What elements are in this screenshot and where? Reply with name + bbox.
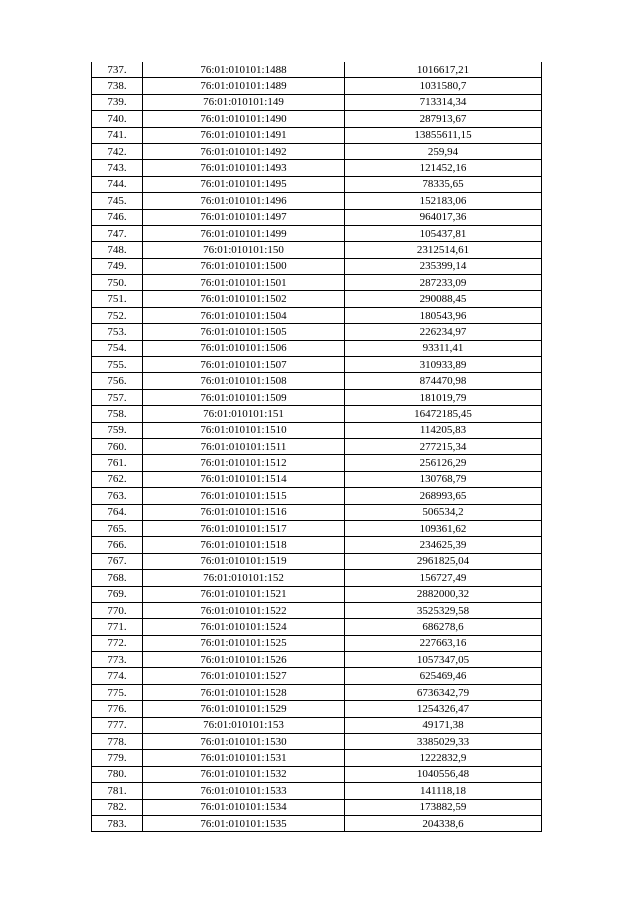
cadastral-number-cell: 76:01:010101:1533 bbox=[143, 783, 345, 799]
cadastral-number-cell: 76:01:010101:1518 bbox=[143, 537, 345, 553]
table-row bbox=[92, 602, 542, 618]
row-number-cell: 763. bbox=[92, 488, 143, 504]
cadastral-number-cell: 76:01:010101:1497 bbox=[143, 209, 345, 225]
cadastral-number-cell: 76:01:010101:1496 bbox=[143, 193, 345, 209]
table-row bbox=[92, 242, 542, 258]
cadastral-number-cell: 76:01:010101:1500 bbox=[143, 258, 345, 274]
table-row bbox=[92, 504, 542, 520]
cadastral-number-cell: 76:01:010101:1505 bbox=[143, 324, 345, 340]
table-row bbox=[92, 520, 542, 536]
value-cell: 268993,65 bbox=[345, 488, 542, 504]
value-cell: 78335,65 bbox=[345, 176, 542, 192]
value-cell: 874470,98 bbox=[345, 373, 542, 389]
value-cell: 686278,6 bbox=[345, 619, 542, 635]
value-cell: 6736342,79 bbox=[345, 684, 542, 700]
table-row bbox=[92, 619, 542, 635]
row-number-cell: 775. bbox=[92, 684, 143, 700]
value-cell: 49171,38 bbox=[345, 717, 542, 733]
table-row bbox=[92, 586, 542, 602]
value-cell: 625469,46 bbox=[345, 668, 542, 684]
value-cell: 114205,83 bbox=[345, 422, 542, 438]
table-row bbox=[92, 438, 542, 454]
cadastral-number-cell: 76:01:010101:1489 bbox=[143, 78, 345, 94]
row-number-cell: 757. bbox=[92, 389, 143, 405]
cadastral-number-cell: 76:01:010101:152 bbox=[143, 570, 345, 586]
table-row bbox=[92, 78, 542, 94]
cadastral-number-cell: 76:01:010101:1492 bbox=[143, 143, 345, 159]
row-number-cell: 749. bbox=[92, 258, 143, 274]
value-cell: 13855611,15 bbox=[345, 127, 542, 143]
row-number-cell: 778. bbox=[92, 734, 143, 750]
value-cell: 506534,2 bbox=[345, 504, 542, 520]
table-row bbox=[92, 635, 542, 651]
value-cell: 256126,29 bbox=[345, 455, 542, 471]
cadastral-number-cell: 76:01:010101:1506 bbox=[143, 340, 345, 356]
cadastral-number-cell: 76:01:010101:1529 bbox=[143, 701, 345, 717]
table-row bbox=[92, 537, 542, 553]
table-row bbox=[92, 340, 542, 356]
table-row bbox=[92, 62, 542, 78]
table-row bbox=[92, 357, 542, 373]
row-number-cell: 769. bbox=[92, 586, 143, 602]
value-cell: 152183,06 bbox=[345, 193, 542, 209]
table-row bbox=[92, 799, 542, 815]
value-cell: 259,94 bbox=[345, 143, 542, 159]
value-cell: 181019,79 bbox=[345, 389, 542, 405]
table-row bbox=[92, 127, 542, 143]
value-cell: 277215,34 bbox=[345, 438, 542, 454]
row-number-cell: 747. bbox=[92, 225, 143, 241]
table-row bbox=[92, 275, 542, 291]
value-cell: 156727,49 bbox=[345, 570, 542, 586]
row-number-cell: 777. bbox=[92, 717, 143, 733]
table-row bbox=[92, 570, 542, 586]
value-cell: 1254326,47 bbox=[345, 701, 542, 717]
row-number-cell: 740. bbox=[92, 111, 143, 127]
row-number-cell: 748. bbox=[92, 242, 143, 258]
cadastral-number-cell: 76:01:010101:1501 bbox=[143, 275, 345, 291]
cadastral-number-cell: 76:01:010101:1517 bbox=[143, 520, 345, 536]
cadastral-number-cell: 76:01:010101:1510 bbox=[143, 422, 345, 438]
value-cell: 93311,41 bbox=[345, 340, 542, 356]
table-row bbox=[92, 488, 542, 504]
value-cell: 173882,59 bbox=[345, 799, 542, 815]
value-cell: 3525329,58 bbox=[345, 602, 542, 618]
value-cell: 130768,79 bbox=[345, 471, 542, 487]
row-number-cell: 752. bbox=[92, 307, 143, 323]
cadastral-number-cell: 76:01:010101:1511 bbox=[143, 438, 345, 454]
cadastral-number-cell: 76:01:010101:149 bbox=[143, 94, 345, 110]
cadastral-number-cell: 76:01:010101:1521 bbox=[143, 586, 345, 602]
value-cell: 204338,6 bbox=[345, 815, 542, 831]
cadastral-number-cell: 76:01:010101:1499 bbox=[143, 225, 345, 241]
cadastral-number-cell: 76:01:010101:1504 bbox=[143, 307, 345, 323]
row-number-cell: 772. bbox=[92, 635, 143, 651]
value-cell: 1222832,9 bbox=[345, 750, 542, 766]
table-row bbox=[92, 422, 542, 438]
cadastral-number-cell: 76:01:010101:1532 bbox=[143, 766, 345, 782]
row-number-cell: 774. bbox=[92, 668, 143, 684]
cadastral-number-cell: 76:01:010101:1535 bbox=[143, 815, 345, 831]
row-number-cell: 746. bbox=[92, 209, 143, 225]
cadastral-number-cell: 76:01:010101:1512 bbox=[143, 455, 345, 471]
table-row bbox=[92, 783, 542, 799]
cadastral-number-cell: 76:01:010101:1491 bbox=[143, 127, 345, 143]
cadastral-number-cell: 76:01:010101:1534 bbox=[143, 799, 345, 815]
cadastral-number-cell: 76:01:010101:1522 bbox=[143, 602, 345, 618]
row-number-cell: 766. bbox=[92, 537, 143, 553]
cadastral-number-cell: 76:01:010101:151 bbox=[143, 406, 345, 422]
row-number-cell: 779. bbox=[92, 750, 143, 766]
cadastral-number-cell: 76:01:010101:1524 bbox=[143, 619, 345, 635]
table-row bbox=[92, 225, 542, 241]
table-row bbox=[92, 717, 542, 733]
value-cell: 180543,96 bbox=[345, 307, 542, 323]
table-row bbox=[92, 701, 542, 717]
value-cell: 226234,97 bbox=[345, 324, 542, 340]
cadastral-number-cell: 76:01:010101:1519 bbox=[143, 553, 345, 569]
table-row bbox=[92, 143, 542, 159]
table-row bbox=[92, 668, 542, 684]
table-row bbox=[92, 258, 542, 274]
value-cell: 2961825,04 bbox=[345, 553, 542, 569]
cadastral-number-cell: 76:01:010101:1493 bbox=[143, 160, 345, 176]
value-cell: 234625,39 bbox=[345, 537, 542, 553]
cadastral-number-cell: 76:01:010101:153 bbox=[143, 717, 345, 733]
value-cell: 310933,89 bbox=[345, 357, 542, 373]
table-row bbox=[92, 734, 542, 750]
table-row bbox=[92, 176, 542, 192]
value-cell: 109361,62 bbox=[345, 520, 542, 536]
row-number-cell: 756. bbox=[92, 373, 143, 389]
row-number-cell: 768. bbox=[92, 570, 143, 586]
value-cell: 121452,16 bbox=[345, 160, 542, 176]
cadastral-number-cell: 76:01:010101:1502 bbox=[143, 291, 345, 307]
table-body bbox=[92, 62, 542, 832]
table-row bbox=[92, 160, 542, 176]
table-row bbox=[92, 324, 542, 340]
row-number-cell: 744. bbox=[92, 176, 143, 192]
row-number-cell: 782. bbox=[92, 799, 143, 815]
value-cell: 105437,81 bbox=[345, 225, 542, 241]
table-row bbox=[92, 291, 542, 307]
value-cell: 2882000,32 bbox=[345, 586, 542, 602]
row-number-cell: 760. bbox=[92, 438, 143, 454]
cadastral-value-table bbox=[91, 62, 542, 832]
value-cell: 235399,14 bbox=[345, 258, 542, 274]
row-number-cell: 765. bbox=[92, 520, 143, 536]
row-number-cell: 741. bbox=[92, 127, 143, 143]
table-row bbox=[92, 766, 542, 782]
row-number-cell: 770. bbox=[92, 602, 143, 618]
table-row bbox=[92, 111, 542, 127]
cadastral-number-cell: 76:01:010101:1508 bbox=[143, 373, 345, 389]
cadastral-number-cell: 76:01:010101:1514 bbox=[143, 471, 345, 487]
row-number-cell: 738. bbox=[92, 78, 143, 94]
row-number-cell: 761. bbox=[92, 455, 143, 471]
value-cell: 287233,09 bbox=[345, 275, 542, 291]
table-row bbox=[92, 750, 542, 766]
row-number-cell: 750. bbox=[92, 275, 143, 291]
table-row bbox=[92, 815, 542, 831]
row-number-cell: 754. bbox=[92, 340, 143, 356]
cadastral-number-cell: 76:01:010101:1530 bbox=[143, 734, 345, 750]
cadastral-number-cell: 76:01:010101:1488 bbox=[143, 62, 345, 78]
value-cell: 1016617,21 bbox=[345, 62, 542, 78]
table-row bbox=[92, 471, 542, 487]
table-row bbox=[92, 193, 542, 209]
row-number-cell: 780. bbox=[92, 766, 143, 782]
cadastral-number-cell: 76:01:010101:1507 bbox=[143, 357, 345, 373]
row-number-cell: 776. bbox=[92, 701, 143, 717]
table-row bbox=[92, 652, 542, 668]
value-cell: 964017,36 bbox=[345, 209, 542, 225]
value-cell: 287913,67 bbox=[345, 111, 542, 127]
value-cell: 141118,18 bbox=[345, 783, 542, 799]
table-row bbox=[92, 373, 542, 389]
value-cell: 1057347,05 bbox=[345, 652, 542, 668]
cadastral-number-cell: 76:01:010101:1490 bbox=[143, 111, 345, 127]
row-number-cell: 781. bbox=[92, 783, 143, 799]
row-number-cell: 773. bbox=[92, 652, 143, 668]
cadastral-number-cell: 76:01:010101:1525 bbox=[143, 635, 345, 651]
value-cell: 2312514,61 bbox=[345, 242, 542, 258]
cadastral-number-cell: 76:01:010101:1527 bbox=[143, 668, 345, 684]
cadastral-number-cell: 76:01:010101:1526 bbox=[143, 652, 345, 668]
cadastral-number-cell: 76:01:010101:1509 bbox=[143, 389, 345, 405]
value-cell: 1031580,7 bbox=[345, 78, 542, 94]
row-number-cell: 759. bbox=[92, 422, 143, 438]
row-number-cell: 751. bbox=[92, 291, 143, 307]
table-row bbox=[92, 94, 542, 110]
row-number-cell: 755. bbox=[92, 357, 143, 373]
cadastral-number-cell: 76:01:010101:1515 bbox=[143, 488, 345, 504]
value-cell: 713314,34 bbox=[345, 94, 542, 110]
row-number-cell: 743. bbox=[92, 160, 143, 176]
cadastral-number-cell: 76:01:010101:150 bbox=[143, 242, 345, 258]
cadastral-number-cell: 76:01:010101:1528 bbox=[143, 684, 345, 700]
row-number-cell: 758. bbox=[92, 406, 143, 422]
row-number-cell: 742. bbox=[92, 143, 143, 159]
cadastral-number-cell: 76:01:010101:1531 bbox=[143, 750, 345, 766]
row-number-cell: 739. bbox=[92, 94, 143, 110]
value-cell: 3385029,33 bbox=[345, 734, 542, 750]
row-number-cell: 767. bbox=[92, 553, 143, 569]
row-number-cell: 762. bbox=[92, 471, 143, 487]
cadastral-number-cell: 76:01:010101:1495 bbox=[143, 176, 345, 192]
row-number-cell: 745. bbox=[92, 193, 143, 209]
table-row bbox=[92, 307, 542, 323]
row-number-cell: 753. bbox=[92, 324, 143, 340]
cadastral-number-cell: 76:01:010101:1516 bbox=[143, 504, 345, 520]
row-number-cell: 764. bbox=[92, 504, 143, 520]
row-number-cell: 737. bbox=[92, 62, 143, 78]
table-row bbox=[92, 455, 542, 471]
value-cell: 1040556,48 bbox=[345, 766, 542, 782]
table-row bbox=[92, 209, 542, 225]
row-number-cell: 783. bbox=[92, 815, 143, 831]
table-row bbox=[92, 553, 542, 569]
table-row bbox=[92, 684, 542, 700]
value-cell: 227663,16 bbox=[345, 635, 542, 651]
value-cell: 16472185,45 bbox=[345, 406, 542, 422]
row-number-cell: 771. bbox=[92, 619, 143, 635]
table-row bbox=[92, 389, 542, 405]
value-cell: 290088,45 bbox=[345, 291, 542, 307]
table-row bbox=[92, 406, 542, 422]
